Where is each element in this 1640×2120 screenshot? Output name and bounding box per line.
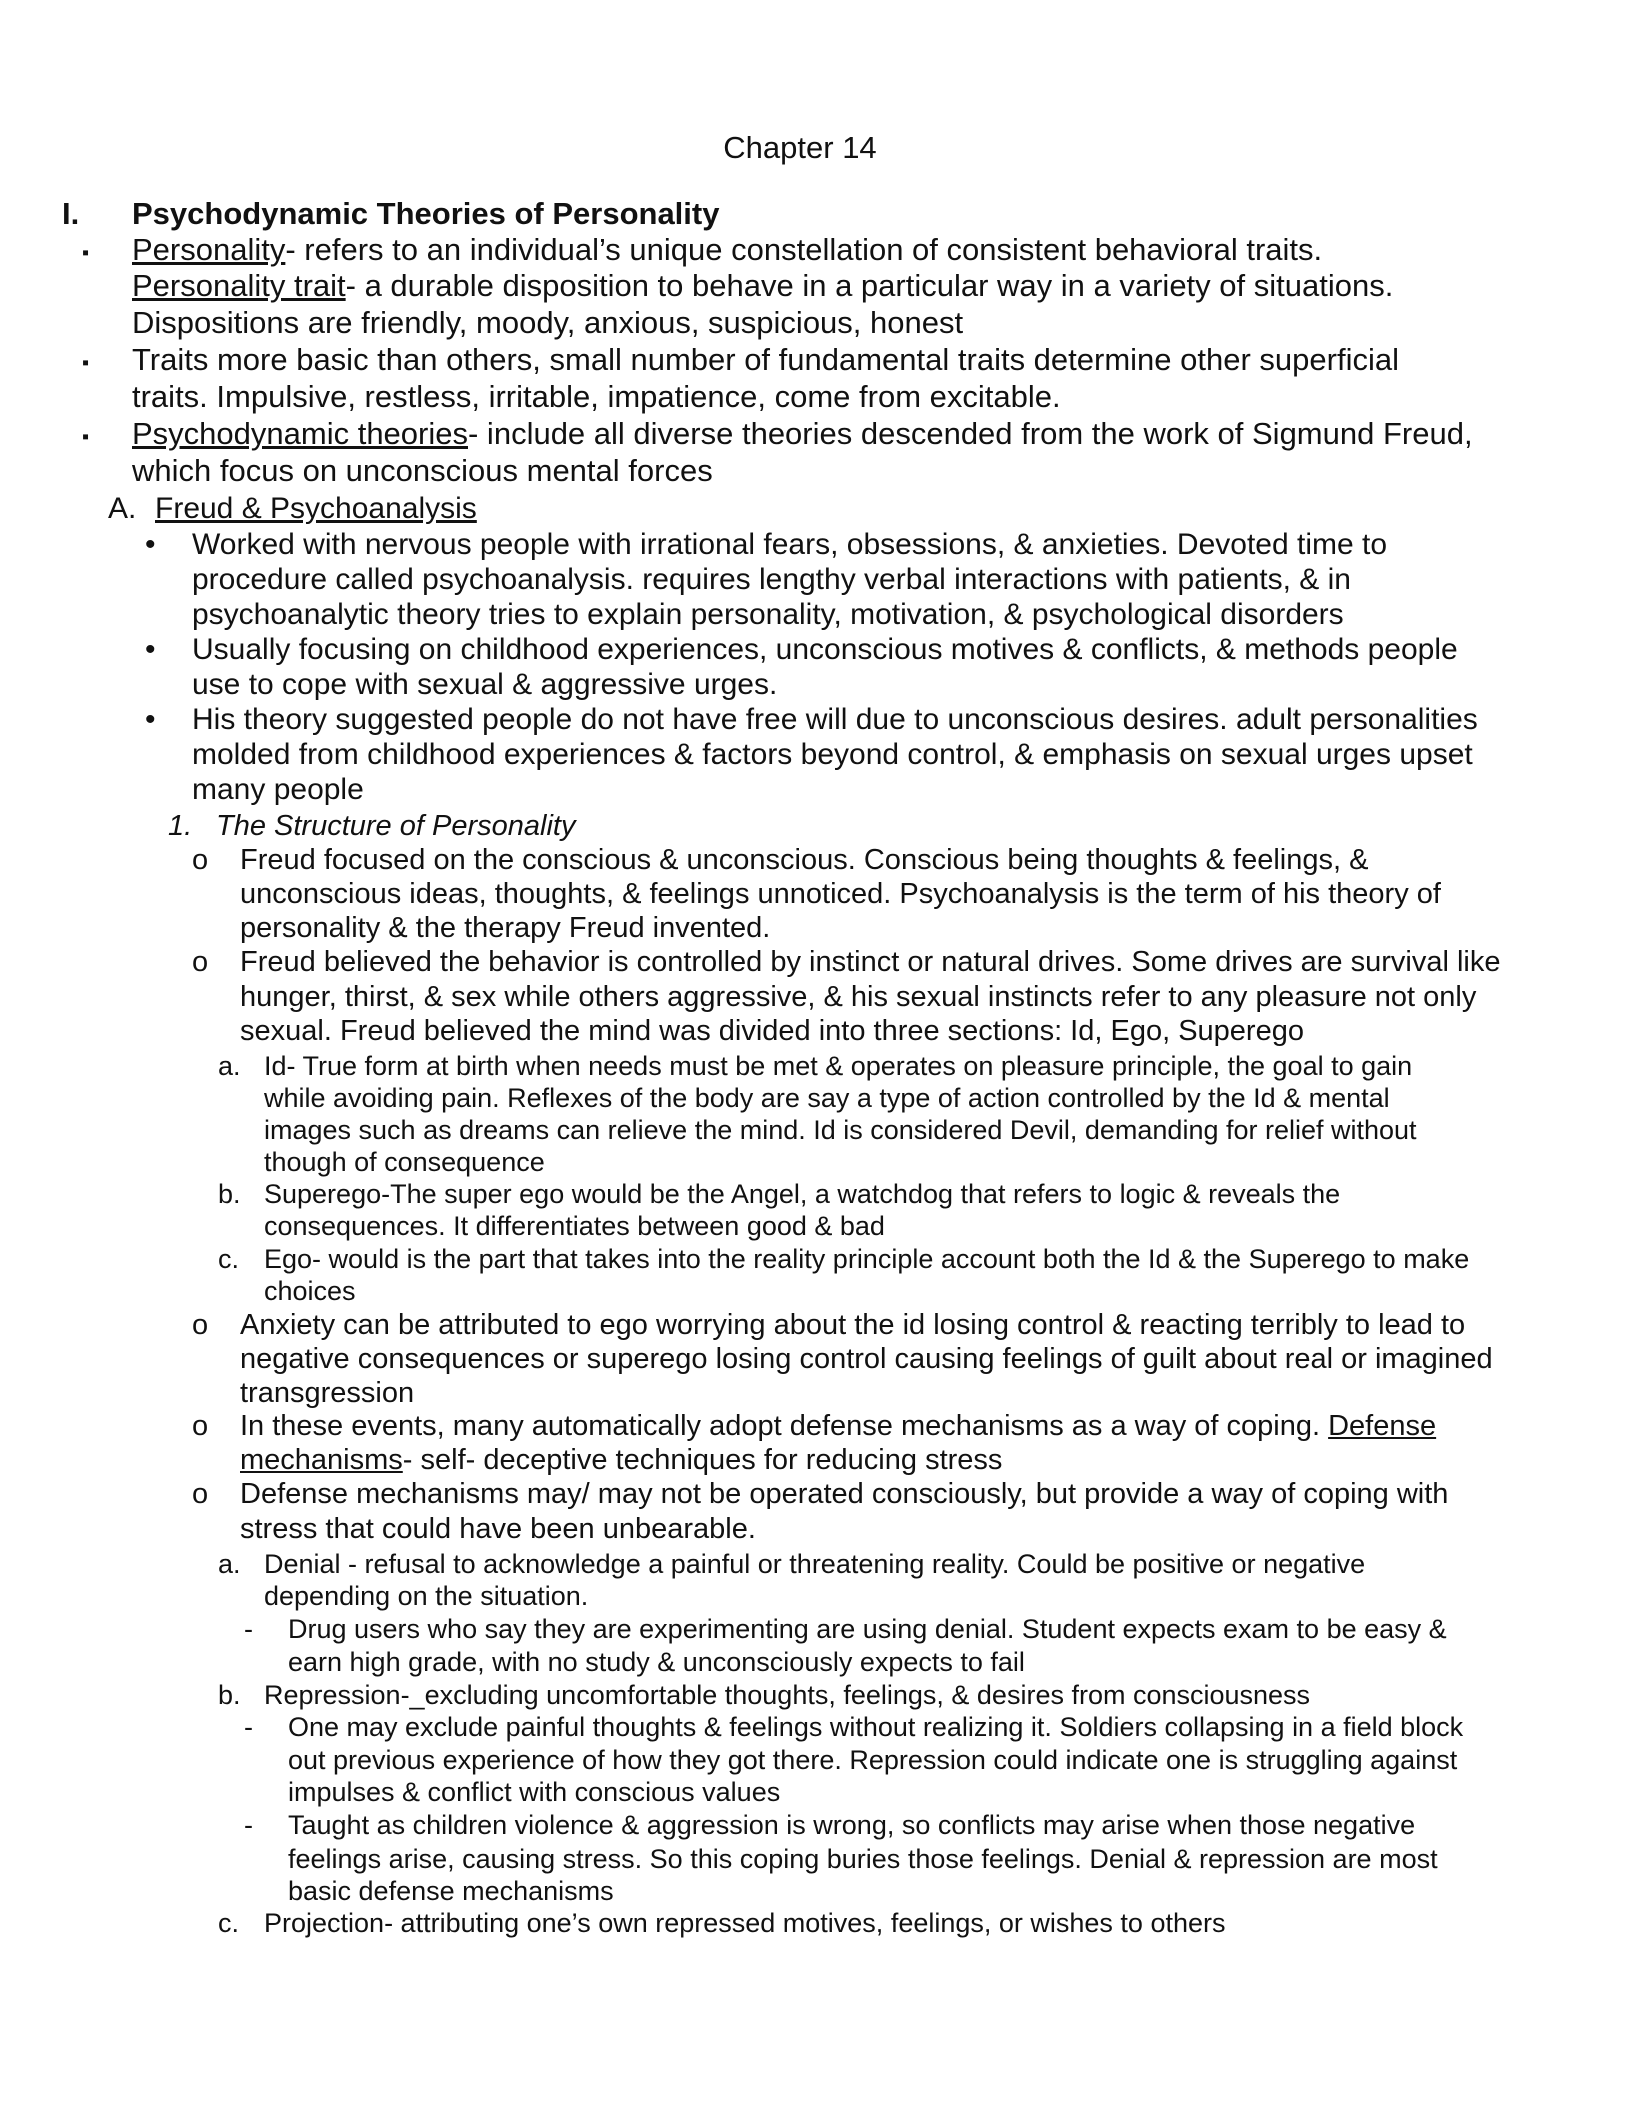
bullet-marker: •: [145, 528, 156, 561]
o-marker: o: [192, 1478, 209, 1510]
dash-line: Drug users who say they are experimenting are using denial. Student expects exam to be easy &: [288, 1614, 1447, 1644]
bullet-line: [132, 232, 1322, 268]
definition: - a durable disposition to behave in a particular way in a variety of situations.: [345, 268, 1394, 303]
text: In these events, many automatically adopt defense mechanisms as a way of coping.: [240, 1410, 1329, 1442]
letter-line: while avoiding pain. Reflexes of the body are say a type of action controlled by the Id & mental: [264, 1083, 1390, 1113]
dash-marker: -: [244, 1614, 253, 1644]
letter-line: Id- True form at birth when needs must be met & operates on pleasure principle, the goal to gain: [264, 1051, 1413, 1081]
bullet-line: psychoanalytic theory tries to explain personality, motivation, & psychological disorders: [192, 598, 1344, 631]
section-heading: Psychodynamic Theories of Personality: [132, 196, 720, 231]
bullet-line: traits. Impulsive, restless, irritable, impatience, come from excitable.: [132, 379, 1061, 414]
bullet-line: [132, 268, 1393, 304]
subsection-marker: A.: [108, 492, 137, 525]
subsection-heading: Freud & Psychoanalysis: [155, 492, 477, 525]
definition: - self- deceptive techniques for reducing stress: [402, 1444, 1003, 1476]
o-line: hunger, thirst, & sex while others aggressive, & his sexual instincts refer to any pleasure not only: [240, 981, 1477, 1013]
dash-line: basic defense mechanisms: [288, 1876, 614, 1906]
dash-marker: -: [244, 1712, 253, 1742]
numbered-heading: The Structure of Personality: [216, 810, 576, 842]
letter-marker: b.: [218, 1680, 241, 1710]
page-title: Chapter 14: [723, 130, 877, 165]
letter-line: Denial - refusal to acknowledge a painful or threatening reality. Could be positive or negative: [264, 1549, 1366, 1579]
o-line: Anxiety can be attributed to ego worrying about the id losing control & reacting terribly to lead to: [240, 1309, 1466, 1341]
term: mechanisms: [240, 1444, 403, 1476]
bullet-marker: ▪: [82, 352, 90, 374]
o-line: stress that could have been unbearable.: [240, 1513, 756, 1545]
bullet-line: Usually focusing on childhood experiences, unconscious motives & conflicts, & methods people: [192, 633, 1458, 666]
section-marker: I.: [62, 196, 80, 231]
letter-marker: a.: [218, 1549, 241, 1579]
dash-marker: -: [244, 1810, 253, 1840]
dash-line: Taught as children violence & aggression is wrong, so conflicts may arise when those negative: [288, 1810, 1416, 1840]
bullet-line: procedure called psychoanalysis. requires lengthy verbal interactions with patients, & in: [192, 563, 1351, 596]
dash-line: impulses & conflict with conscious values: [288, 1777, 781, 1807]
o-marker: o: [192, 844, 209, 876]
letter-line: choices: [264, 1276, 356, 1306]
letter-marker: c.: [218, 1244, 240, 1274]
letter-marker: c.: [218, 1908, 240, 1938]
o-line: Freud believed the behavior is controlled by instinct or natural drives. Some drives are survival like: [240, 946, 1501, 978]
o-marker: o: [192, 1410, 209, 1442]
o-line: Defense mechanisms may/ may not be operated consciously, but provide a way of coping with: [240, 1478, 1449, 1510]
o-line: negative consequences or superego losing control causing feelings of guilt about real or imagined: [240, 1343, 1493, 1375]
o-line: personality & the therapy Freud invented.: [240, 912, 771, 944]
bullet-line: His theory suggested people do not have free will due to unconscious desires. adult personalities: [192, 703, 1478, 736]
letter-line: though of consequence: [264, 1147, 545, 1177]
dash-line: One may exclude painful thoughts & feelings without realizing it. Soldiers collapsing in a field block: [288, 1712, 1464, 1742]
definition: - refers to an individual’s unique constellation of consistent behavioral traits.: [285, 232, 1323, 267]
letter-line: Superego-The super ego would be the Angel, a watchdog that refers to logic & reveals the: [264, 1179, 1341, 1209]
bullet-line: [132, 416, 1473, 452]
bullet-line: many people: [192, 773, 364, 806]
letter-line: images such as dreams can relieve the mind. Id is considered Devil, demanding for relief without: [264, 1115, 1417, 1145]
letter-marker: b.: [218, 1179, 241, 1209]
o-line: Freud focused on the conscious & unconscious. Conscious being thoughts & feelings, &: [240, 844, 1369, 876]
definition: - include all diverse theories descended from the work of Sigmund Freud,: [468, 416, 1473, 451]
bullet-line: which focus on unconscious mental forces: [132, 453, 713, 488]
letter-line: Ego- would is the part that takes into the reality principle account both the Id & the Superego to make: [264, 1244, 1470, 1274]
o-line: sexual. Freud believed the mind was divided into three sections: Id, Ego, Superego: [240, 1015, 1304, 1047]
term: Psychodynamic theories: [132, 416, 468, 451]
dash-line: earn high grade, with no study & unconsciously expects to fail: [288, 1647, 1025, 1677]
term: Personality trait: [132, 268, 346, 303]
bullet-marker: ▪: [82, 426, 90, 448]
bullet-line: Dispositions are friendly, moody, anxious, suspicious, honest: [132, 305, 964, 340]
bullet-marker: •: [145, 703, 156, 736]
letter-line: depending on the situation.: [264, 1581, 589, 1611]
bullet-line: Worked with nervous people with irrational fears, obsessions, & anxieties. Devoted time to: [192, 528, 1388, 561]
o-marker: o: [192, 946, 209, 978]
bullet-line: molded from childhood experiences & factors beyond control, & emphasis on sexual urges upset: [192, 738, 1473, 771]
bullet-line: use to cope with sexual & aggressive urges.: [192, 668, 778, 701]
o-line: transgression: [240, 1377, 415, 1409]
numbered-marker: 1.: [168, 810, 193, 842]
o-line: [240, 1443, 1002, 1477]
dash-line: out previous experience of how they got there. Repression could indicate one is struggling against: [288, 1745, 1458, 1775]
bullet-line: Traits more basic than others, small number of fundamental traits determine other superficial: [132, 342, 1399, 377]
letter-line: Projection- attributing one’s own repressed motives, feelings, or wishes to others: [264, 1908, 1226, 1938]
bullet-marker: •: [145, 633, 156, 666]
bullet-marker: ▪: [82, 242, 90, 264]
dash-line: feelings arise, causing stress. So this coping buries those feelings. Denial & repression are most: [288, 1844, 1438, 1874]
term: Personality: [132, 232, 286, 267]
o-line: unconscious ideas, thoughts, & feelings unnoticed. Psychoanalysis is the term of his theory of: [240, 878, 1441, 910]
letter-line: Repression-_excluding uncomfortable thoughts, feelings, & desires from consciousness: [264, 1680, 1311, 1710]
o-line: [240, 1409, 1436, 1443]
letter-line: consequences. It differentiates between good & bad: [264, 1211, 885, 1241]
term: Defense: [1328, 1410, 1437, 1442]
letter-marker: a.: [218, 1051, 241, 1081]
o-marker: o: [192, 1309, 209, 1341]
